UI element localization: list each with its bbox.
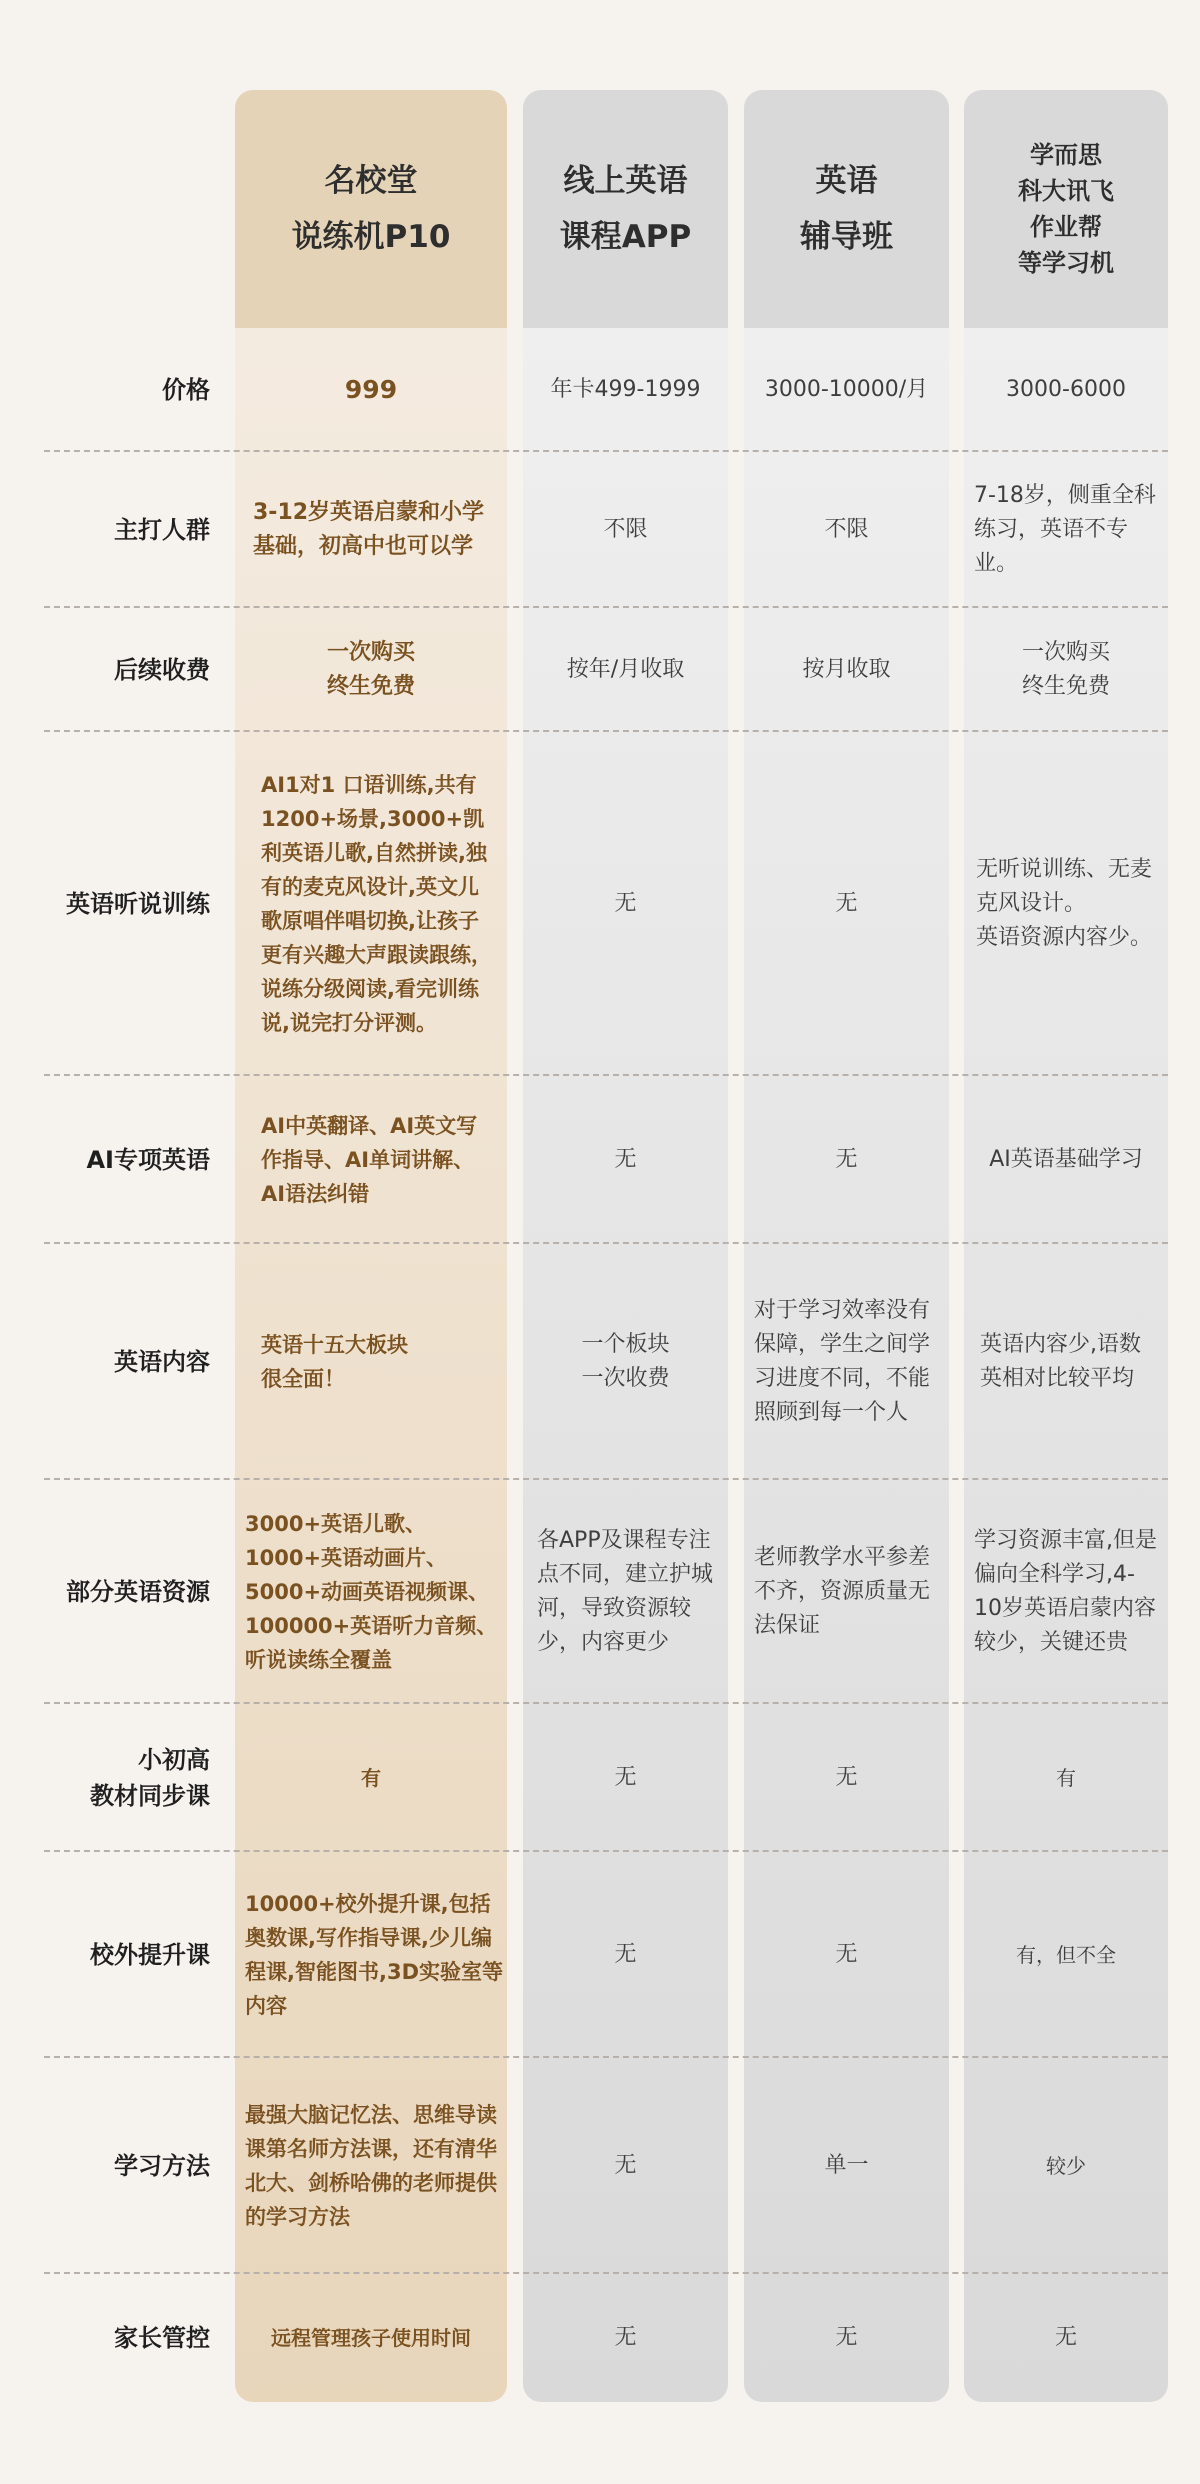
- cell-machine: 7-18岁，侧重全科练习，英语不专业。: [974, 483, 1156, 576]
- cell-app: 无: [614, 2153, 637, 2178]
- cell-p10: 一次购买 终生免费: [326, 640, 415, 699]
- cell-tutor: 无: [835, 2325, 858, 2350]
- cell-p10: 有: [361, 1766, 381, 1790]
- cell-tutor: 不限: [824, 517, 869, 542]
- row-label: 后续收费: [114, 656, 210, 684]
- cell-app: 年卡499-1999: [550, 377, 701, 402]
- row-listening-speaking: [40, 732, 1168, 1076]
- row-label: 家长管控: [114, 2324, 210, 2352]
- cell-app: 一个板块 一次收费: [581, 1332, 670, 1391]
- row-english-resources: [40, 1480, 1168, 1704]
- cell-machine: 学习资源丰富,但是偏向全科学习,4-10岁英语启蒙内容较少，关键还贵: [974, 1528, 1157, 1655]
- row-price: [40, 328, 1168, 452]
- cell-machine: 英语内容少,语数英相对比较平均: [980, 1332, 1141, 1391]
- row-extracurricular: [40, 1852, 1168, 2058]
- cell-app: 无: [614, 891, 637, 916]
- row-label: 学习方法: [114, 2152, 210, 2180]
- cell-tutor: 对于学习效率没有保障，学生之间学习进度不同，不能照顾到每一个人: [754, 1298, 931, 1425]
- row-label: 英语内容: [114, 1348, 210, 1376]
- row-parental-control: [40, 2274, 1168, 2402]
- cell-machine: AI英语基础学习: [989, 1147, 1143, 1172]
- cell-p10: 最强大脑记忆法、思维导读课第名师方法课，还有清华北大、剑桥哈佛的老师提供的学习方法: [245, 2103, 497, 2229]
- row-label: 价格: [162, 376, 210, 404]
- cell-machine: 较少: [1046, 2154, 1086, 2178]
- row-english-content: [40, 1244, 1168, 1480]
- column-header-app: 线上英语 课程APP: [559, 163, 692, 255]
- cell-app: 无: [614, 1147, 637, 1172]
- cell-p10: 999: [344, 375, 398, 404]
- cell-machine: 一次购买 终生免费: [1021, 640, 1110, 699]
- cell-app: 无: [614, 1765, 637, 1790]
- cell-app: 按年/月收取: [566, 657, 685, 682]
- row-learning-methods: [40, 2058, 1168, 2274]
- row-label: AI专项英语: [86, 1146, 210, 1174]
- cell-machine: 3000-6000: [1006, 377, 1126, 402]
- row-textbook-sync: [40, 1704, 1168, 1852]
- row-label: 小初高 教材同步课: [90, 1746, 210, 1810]
- row-target-group: [40, 452, 1168, 608]
- cell-tutor: 无: [835, 1765, 858, 1790]
- row-label: 主打人群: [114, 516, 210, 544]
- cell-app: 无: [614, 2325, 637, 2350]
- row-follow-up-fees: [40, 608, 1168, 732]
- cell-machine: 无听说训练、无麦克风设计。 英语资源内容少。: [976, 857, 1153, 950]
- cell-tutor: 3000-10000/月: [764, 377, 929, 402]
- cell-app: 各APP及课程专注点不同，建立护城河，导致资源较少，内容更少: [537, 1528, 714, 1655]
- cell-tutor: 老师教学水平参差不齐，资源质量无法保证: [754, 1545, 931, 1638]
- cell-tutor: 无: [835, 1942, 858, 1967]
- cell-p10: 英语十五大板块 很全面！: [261, 1333, 408, 1391]
- row-label: 校外提升课: [90, 1941, 210, 1969]
- column-header-machine: 学而思 科大讯飞 作业帮 等学习机: [1018, 141, 1114, 277]
- row-ai-english: [40, 1076, 1168, 1244]
- cell-tutor: 单一: [824, 2153, 869, 2178]
- cell-p10: 3-12岁英语启蒙和小学基础，初高中也可以学: [253, 500, 485, 559]
- cell-p10: AI1对1 口语训练,共有1200+场景,3000+凯利英语儿歌,自然拼读,独有的麦克风设计,英文儿歌原唱伴唱切换,让孩子更有兴趣大声跟读跟练，说练分级阅读,看完训练说,说完打分评测。: [261, 773, 492, 1035]
- row-label: 英语听说训练: [66, 890, 210, 918]
- cell-p10: 远程管理孩子使用时间: [271, 2326, 471, 2350]
- cell-tutor: 无: [835, 891, 858, 916]
- cell-app: 无: [614, 1942, 637, 1967]
- column-header-p10: 名校堂 说练机P10: [291, 163, 451, 255]
- cell-p10: 10000+校外提升课,包括奥数课,写作指导课,少儿编程课,智能图书,3D实验室等内容: [245, 1892, 503, 2018]
- column-header-tutor: 英语 辅导班: [800, 163, 893, 255]
- cell-machine: 有: [1056, 1766, 1076, 1790]
- cell-p10: 3000+英语儿歌、1000+英语动画片、5000+动画英语视频课、100000+英语听力音频、听说读练全覆盖: [245, 1512, 498, 1672]
- cell-tutor: 按月收取: [802, 657, 891, 682]
- cell-machine: 无: [1054, 2325, 1077, 2350]
- cell-machine: 有，但不全: [1016, 1943, 1116, 1967]
- cell-app: 不限: [603, 517, 648, 542]
- row-label: 部分英语资源: [66, 1578, 210, 1606]
- cell-tutor: 无: [835, 1147, 858, 1172]
- cell-p10: AI中英翻译、AI英文写作指导、AI单词讲解、AI语法纠错: [261, 1114, 478, 1206]
